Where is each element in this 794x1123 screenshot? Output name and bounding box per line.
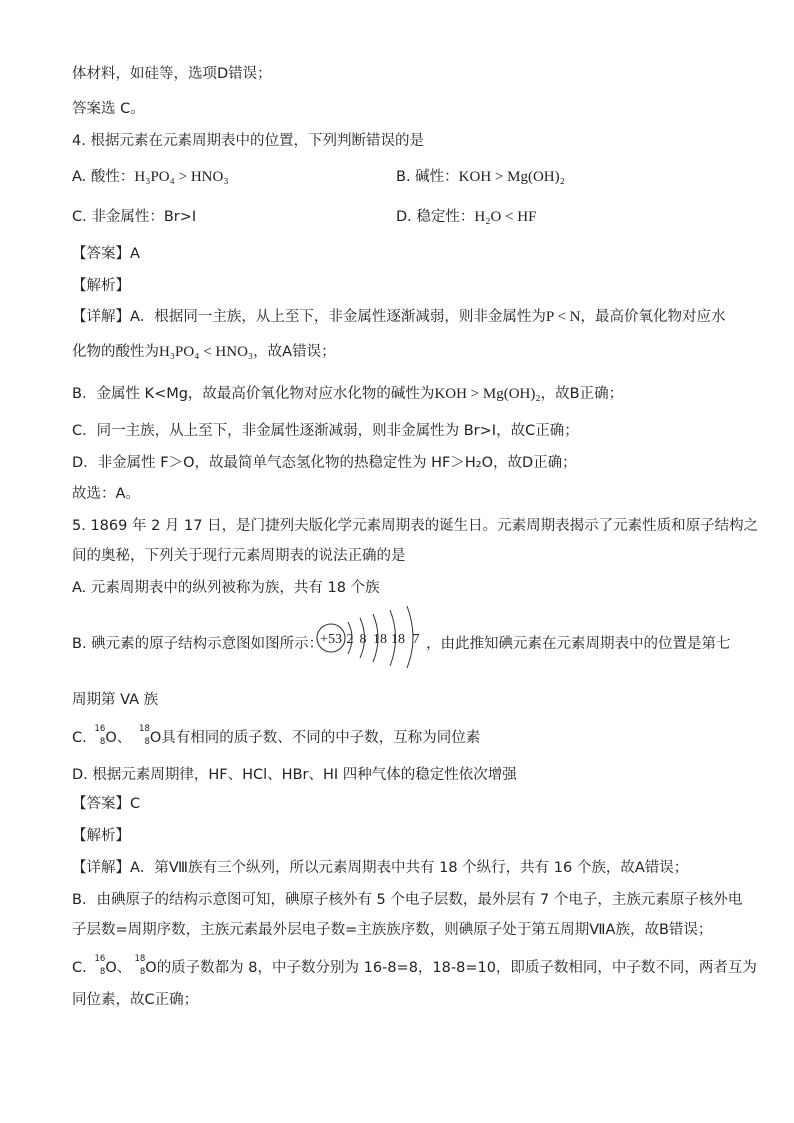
shell-electron-count: 8 bbox=[359, 632, 367, 647]
shell-electron-count: 7 bbox=[412, 632, 420, 647]
text: 具有相同的质子数、不同的中子数，互称为同位素 bbox=[161, 730, 481, 746]
shell-electron-count: 2 bbox=[346, 632, 354, 647]
q4-detail-line bbox=[72, 342, 336, 362]
atomic-number: 8 bbox=[99, 967, 106, 977]
q4-detail-line bbox=[72, 384, 623, 404]
q5-option-d: D. 根据元素周期律，HF、HCl、HBr、HI 四种气体的稳定性依次增强 bbox=[72, 767, 517, 783]
formula: H₃PO₄ < HNO₃ bbox=[159, 344, 254, 360]
q4-detail-line bbox=[72, 307, 726, 327]
formula: P < N bbox=[545, 309, 581, 325]
q5-option-a: A. 元素周期表中的纵列被称为族，共有 18 个族 bbox=[72, 580, 380, 596]
formula: KOH > Mg(OH)₂ bbox=[434, 386, 541, 402]
text: ，故B正确； bbox=[540, 386, 624, 402]
q5-option-c bbox=[72, 724, 481, 748]
mass-number: 16 bbox=[94, 724, 106, 734]
q5-analysis-heading: 【解析】 bbox=[72, 828, 130, 844]
mass-number: 16 bbox=[94, 954, 106, 964]
atomic-number: 8 bbox=[139, 967, 146, 977]
text: O、 bbox=[105, 730, 132, 746]
q5-detail-line bbox=[72, 954, 757, 978]
atomic-number: 8 bbox=[144, 737, 150, 747]
q5-answer: 【答案】C bbox=[72, 796, 141, 812]
atomic-number: 8 bbox=[99, 737, 106, 747]
text: B．金属性 K<Mg，故最高价氧化物对应水化物的碱性为 bbox=[72, 386, 435, 402]
q5-detail-line: 同位素，故C正确； bbox=[72, 992, 199, 1008]
mass-number: 18 bbox=[134, 954, 146, 964]
text: O、 bbox=[105, 960, 132, 976]
text: B. 碘元素的原子结构示意图如图所示： bbox=[72, 636, 324, 652]
q4-conclusion: 故选：A。 bbox=[72, 486, 140, 502]
option-label: C. bbox=[72, 960, 87, 976]
option-label: A. 酸性： bbox=[72, 169, 135, 185]
formula: KOH > Mg(OH)₂ bbox=[458, 169, 565, 185]
text: 的质子数都为 8，中子数分别为 16-8=8，18-8=10，即质子数相同，中子数不同，两者互为 bbox=[156, 960, 757, 976]
question-4-stem: 4. 根据元素在元素周期表中的位置，下列判断错误的是 bbox=[72, 133, 424, 149]
isotope-o18 bbox=[136, 724, 150, 748]
q4-option-b bbox=[396, 167, 565, 187]
q5-option-b bbox=[72, 634, 323, 654]
q5-detail-line: B．由碘原子的结构示意图可知，碘原子核外有 5 个电子层数，最外层有 7 个电子，主族元素原子核外电 bbox=[72, 892, 743, 908]
option-label: B. 碱性： bbox=[396, 169, 459, 185]
iodine-atom-structure-diagram bbox=[312, 604, 428, 668]
q5-detail-line: 【详解】A．第Ⅷ族有三个纵列，所以元素周期表中共有 18 个纵行，共有 16 个族，故A错误； bbox=[72, 860, 689, 876]
q4-option-d bbox=[396, 207, 536, 227]
q4-option-a bbox=[72, 167, 229, 187]
isotope-o16 bbox=[91, 954, 106, 978]
q5-option-b-continued: ，由此推知碘元素在元素周期表中的位置是第七 bbox=[426, 636, 731, 652]
option-label: D. 稳定性： bbox=[396, 209, 475, 225]
option-label: C. bbox=[72, 730, 87, 746]
q5-option-b-continued: 周期第 VA 族 bbox=[72, 692, 159, 708]
text: ，故A错误； bbox=[253, 344, 336, 360]
q4-detail-line: D．非金属性 F＞O，故最简单气态氢化物的热稳定性为 HF＞H₂O，故D正确； bbox=[72, 455, 577, 471]
q5-detail-line: 子层数=周期序数，主族元素最外层电子数=主族族序数，则碘原子处于第五周期ⅦA族，故B错误； bbox=[72, 922, 713, 938]
isotope-o18 bbox=[131, 954, 146, 978]
text: O bbox=[145, 960, 157, 976]
text: ，最高价氧化物对应水 bbox=[580, 309, 726, 325]
text: 化物的酸性为 bbox=[72, 344, 159, 360]
nucleus-charge: +53 bbox=[320, 632, 342, 647]
shell-electron-count: 18 bbox=[373, 632, 387, 647]
text: O bbox=[149, 730, 162, 746]
question-5-stem: 5. 1869 年 2 月 17 日，是门捷列夫版化学元素周期表的诞生日。元素周期表揭示了元素性质和原子结构之 bbox=[72, 518, 759, 534]
text: 【详解】A．根据同一主族，从上至下，非金属性逐渐减弱，则非金属性为 bbox=[72, 309, 546, 325]
formula: H₃PO₄ > HNO₃ bbox=[134, 169, 229, 185]
formula: H₂O < HF bbox=[474, 209, 537, 225]
question-5-stem: 间的奥秘，下列关于现行元素周期表的说法正确的是 bbox=[72, 548, 406, 564]
shell-electron-count: 18 bbox=[391, 632, 405, 647]
q4-detail-line: C．同一主族，从上至下，非金属性逐渐减弱，则非金属性为 Br>I，故C正确； bbox=[72, 423, 579, 439]
mass-number: 18 bbox=[139, 724, 150, 734]
q4-analysis-heading: 【解析】 bbox=[72, 278, 130, 294]
text-line: 答案选 C。 bbox=[72, 101, 145, 117]
text-line: 体材料，如硅等，选项D错误； bbox=[72, 66, 272, 82]
isotope-o16 bbox=[91, 724, 106, 748]
q4-option-c: C. 非金属性：Br>I bbox=[72, 209, 197, 225]
q4-answer: 【答案】A bbox=[72, 246, 140, 262]
